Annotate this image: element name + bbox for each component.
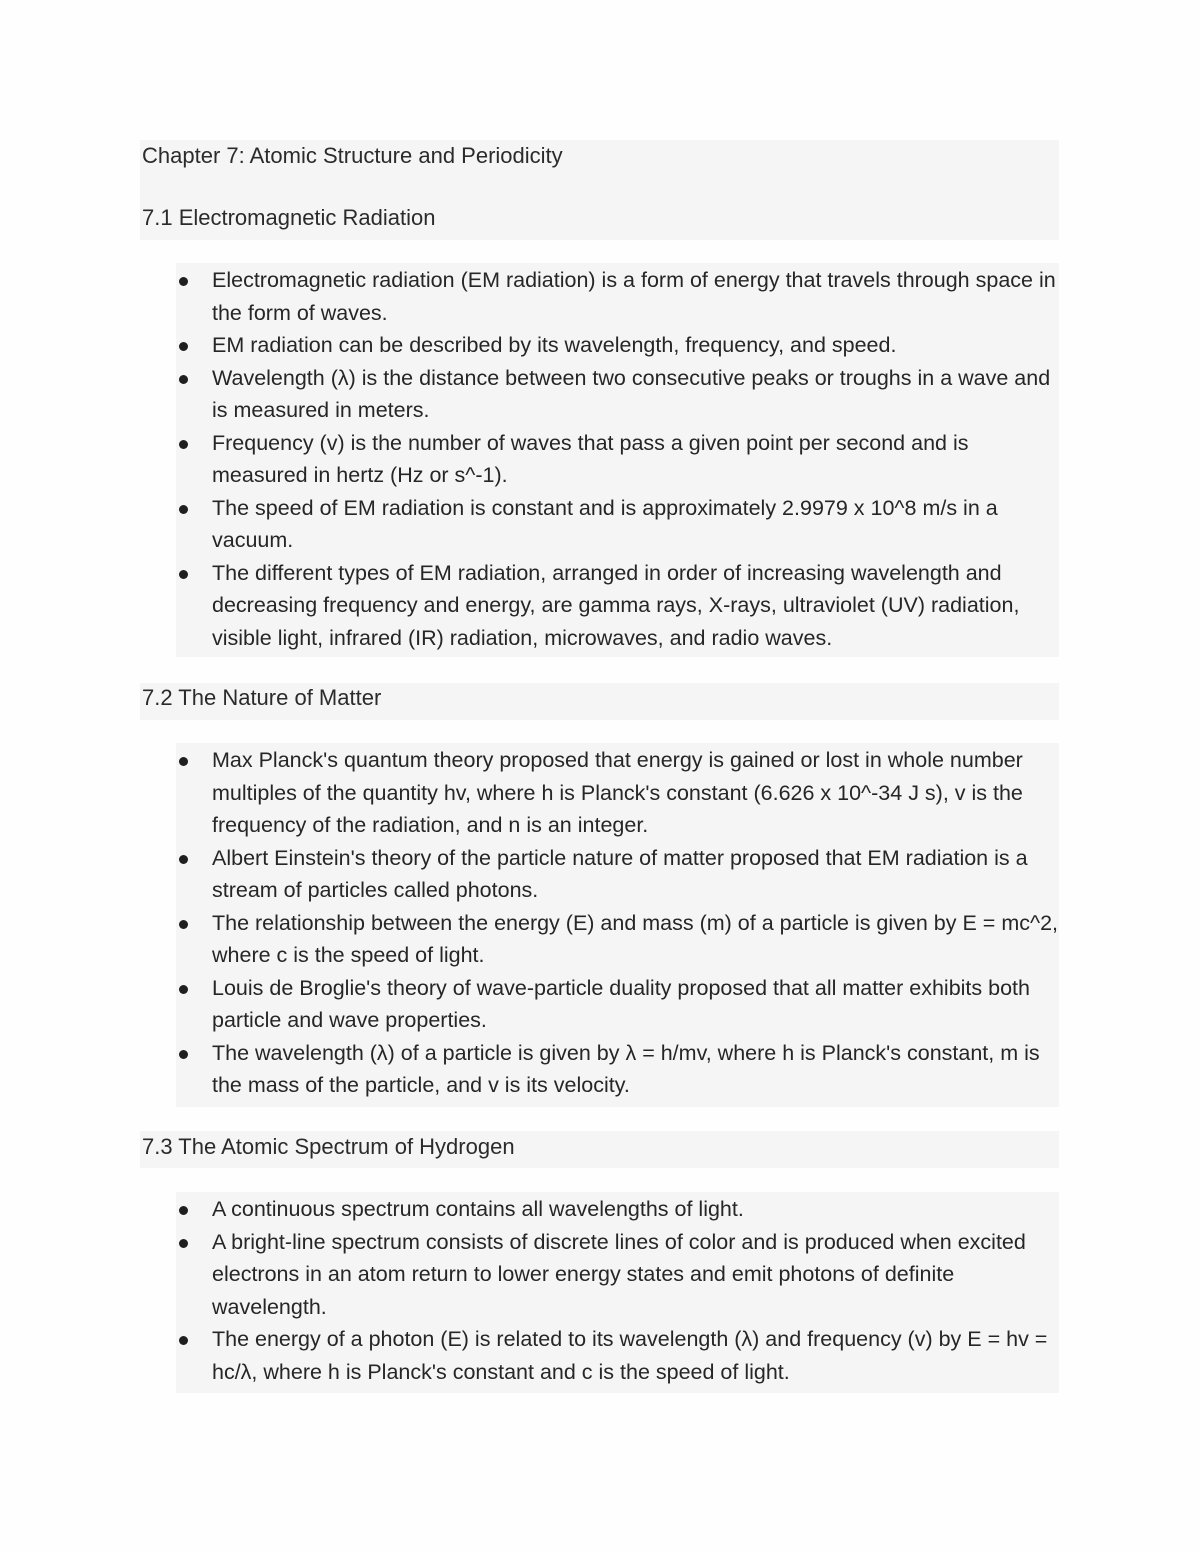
- list-item: Frequency (v) is the number of waves that pass a given point per second and is measured in hertz (Hz or s^-1).: [212, 427, 1060, 492]
- list-item: Louis de Broglie's theory of wave-particle duality proposed that all matter exhibits both particle and wave properties.: [212, 972, 1060, 1037]
- list-item: EM radiation can be described by its wavelength, frequency, and speed.: [212, 329, 1060, 362]
- section-heading-7-3: 7.3 The Atomic Spectrum of Hydrogen: [142, 1134, 515, 1159]
- section-7-2-list: [212, 744, 1060, 1102]
- list-item: The different types of EM radiation, arranged in order of increasing wavelength and decreasing frequency and energy, are gamma rays, X-rays, ultraviolet (UV) radiation, visible light, infrared (IR) radiation, microwaves, and radio waves.: [212, 557, 1060, 655]
- chapter-title: Chapter 7: Atomic Structure and Periodicity: [142, 143, 563, 168]
- list-item: Electromagnetic radiation (EM radiation) is a form of energy that travels through space in the form of waves.: [212, 264, 1060, 329]
- section-heading-7-1: 7.1 Electromagnetic Radiation: [142, 205, 436, 230]
- list-item: Max Planck's quantum theory proposed that energy is gained or lost in whole number multiples of the quantity hv, where h is Planck's constant (6.626 x 10^-34 J s), v is the frequency of the radiation, and n is an integer.: [212, 744, 1060, 842]
- section-heading-7-2: 7.2 The Nature of Matter: [142, 685, 382, 710]
- list-item: A continuous spectrum contains all wavelengths of light.: [212, 1193, 1060, 1226]
- list-item: Wavelength (λ) is the distance between two consecutive peaks or troughs in a wave and is measured in meters.: [212, 362, 1060, 427]
- list-item: The energy of a photon (E) is related to its wavelength (λ) and frequency (v) by E = hv = hc/λ, where h is Planck's constant and c is the speed of light.: [212, 1323, 1060, 1388]
- section-7-1-list: [212, 264, 1060, 654]
- section-7-3-list: [212, 1193, 1060, 1388]
- list-item: The relationship between the energy (E) and mass (m) of a particle is given by E = mc^2, where c is the speed of light.: [212, 907, 1060, 972]
- list-item: The speed of EM radiation is constant and is approximately 2.9979 x 10^8 m/s in a vacuum.: [212, 492, 1060, 557]
- list-item: Albert Einstein's theory of the particle nature of matter proposed that EM radiation is a stream of particles called photons.: [212, 842, 1060, 907]
- list-item: The wavelength (λ) of a particle is given by λ = h/mv, where h is Planck's constant, m is the mass of the particle, and v is its velocity.: [212, 1037, 1060, 1102]
- list-item: A bright-line spectrum consists of discrete lines of color and is produced when excited electrons in an atom return to lower energy states and emit photons of definite wavelength.: [212, 1226, 1060, 1324]
